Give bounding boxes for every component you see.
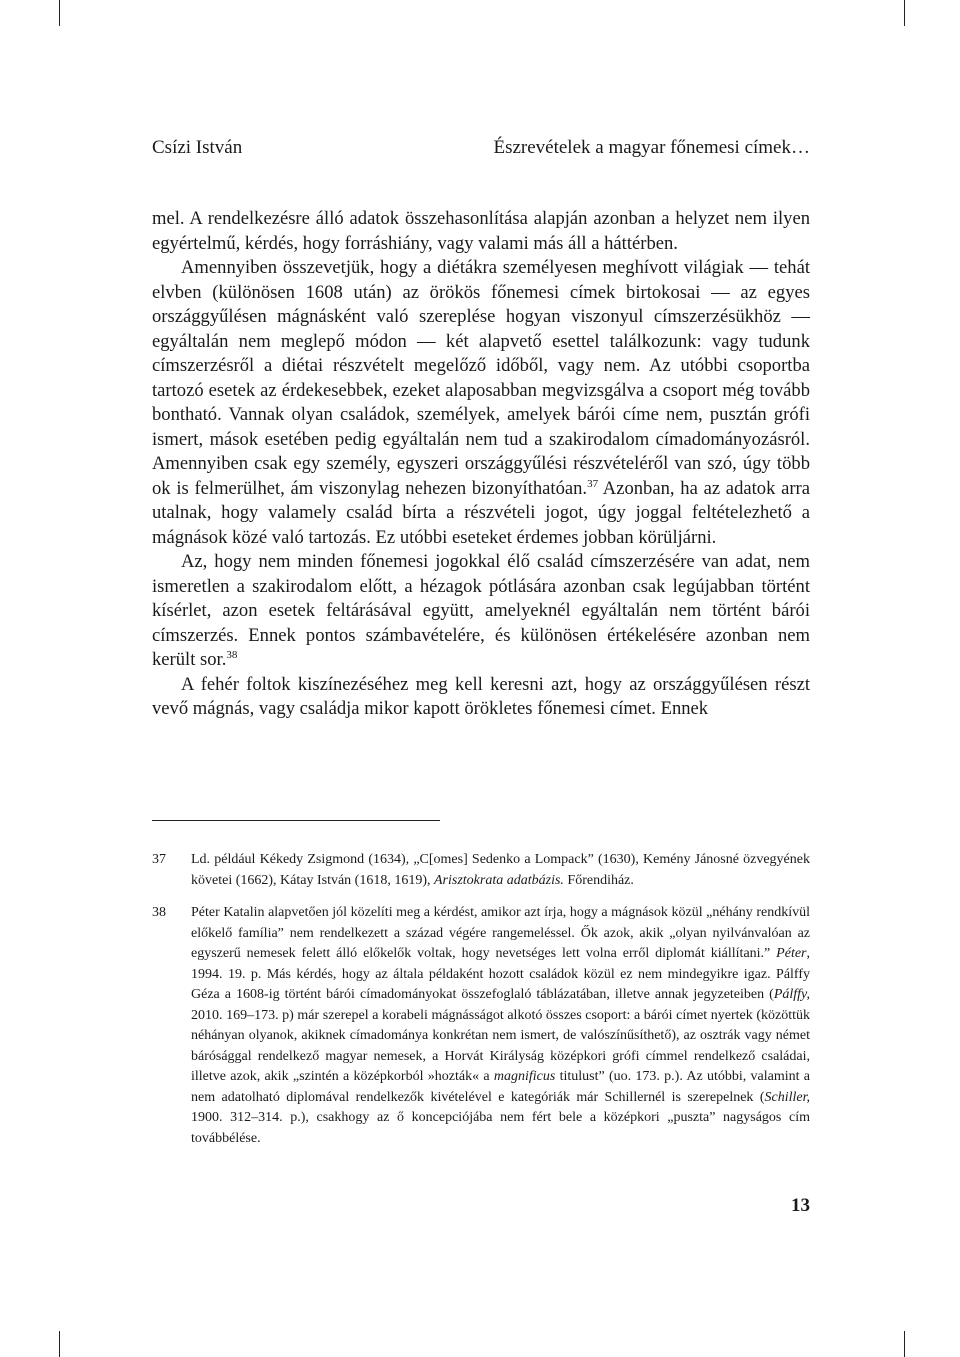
crop-mark-bottom-right	[904, 1331, 905, 1357]
running-head-title: Észrevételek a magyar főnemesi címek…	[493, 137, 810, 158]
footnote-separator	[152, 820, 440, 821]
paragraph-4: A fehér foltok kiszínezéséhez meg kell keresni azt, hogy az országgyűlésen részt vevő mágnás, vagy családja mikor kapott örökletes főnemesi címet. Ennek	[152, 673, 810, 719]
footnotes	[152, 850, 810, 1161]
footnote-ref-38: 38	[226, 649, 238, 661]
footnote-number: 37	[152, 852, 166, 867]
page-number: 13	[791, 1195, 810, 1216]
footnote-italic-run: Schiller,	[764, 1089, 810, 1105]
footnote-text-run: Péter Katalin alapvetően jól közelíti meg a kérdést, amikor azt írja, hogy a mágnások közül „néhány rendkívül előkelő família” nem rendelkezett a század végére rangemeléssel. Ők azok, akik „olyan nyilvánvalóan az egyszerű nemesek felett álló előkelők voltak, hogy nevetséges lett volna erről diplomát kiállítani.”	[191, 905, 810, 961]
paragraph-1: mel. A rendelkezésre álló adatok összehasonlítása alapján azonban a helyzet nem ilyen egyértelmű, kérdés, hogy forráshiány, vagy valami más áll a háttérben.	[152, 208, 810, 254]
paragraph-2-part-a: Amennyiben összevetjük, hogy a diétákra személyesen meghívott világiak — tehát elvben (különösen 1608 után) az örökös főnemesi címek birtokosai — az egyes országgyűlésen mágnásként való szereplése hogyan viszonyul címszerzésükhöz — egyáltalán nem meglepő módon — két alapvető esettel találkozunk: vagy tudunk címszerzésről a diétai részvételt megelőző időből, vagy nem. Az utóbbi csoportba tartozó esetek az érdekesebbek, ezeket alaposabban megvizsgálva a csoport még tovább bontható. Vannak olyan családok, személyek, amelyek bárói címe nem, pusztán grófi ismert, mások esetében pedig egyáltalán nem tud a szakirodalom címadományozásról. Amennyiben csak egy személy, egyszeri országgyűlési részvételéről van szó, úgy több ok is felmerülhet, ám viszonylag nehezen bizonyíthatóan.	[152, 257, 810, 499]
crop-mark-bottom-left	[59, 1331, 60, 1357]
footnote-text	[191, 903, 810, 1149]
footnote-ref-37: 37	[587, 477, 599, 490]
footnote-italic-run: Péter	[776, 946, 807, 961]
footnote-text-run: 2010. 169–173. p) már szerepel a korabeli mágnásságot alkotó összes csoport: a bárói címet nyertek (közöttük néhányan olyanok, akiknek címadománya konkrétan nem ismert, de valószínűsíthető), az osztrák vagy német bárósággal rendelkező magyar nemesek, a Horvát Királyság középkori grófi címmel rendelkező családai, illetve azok, akik „szintén a középkorból »hozták« a	[191, 1007, 810, 1084]
crop-mark-top-left	[59, 0, 60, 26]
footnote-text-run: titulust” (uo. 173. p.). Az utóbbi, valamint a nem adatolható diplomával rendelkezők kivételével e kategóriák már Schillernél is szerepelnek (	[191, 1069, 810, 1105]
body-text	[152, 207, 810, 722]
paragraph-3	[152, 550, 810, 673]
footnote-38	[152, 903, 810, 1149]
paragraph-2	[152, 256, 810, 550]
footnote-number: 38	[152, 905, 166, 920]
footnote-text-run: Ld. például Kékedy Zsigmond (1634), „C[omes] Sedenko a Lompack” (1630), Kemény Jánosné özvegyének követei (1662), Kátay István (1618, 1619),	[191, 852, 810, 888]
running-head-author: Csízi István	[152, 137, 243, 158]
footnote-37	[152, 850, 810, 891]
footnote-text-run: , 1994. 19. p. Más kérdés, hogy az általa példaként hozott családok közül ez nem mindegyikre igaz. Pálffy Géza a 1608-ig történt bárói címadományokat összefoglaló táblázatában, illetve annak jegyzeteiben (	[191, 946, 810, 1002]
running-head	[152, 137, 810, 159]
footnote-text	[191, 850, 810, 891]
crop-mark-top-right	[904, 0, 905, 26]
footnote-italic-run: Arisztokrata adatbázis.	[434, 872, 564, 888]
footnote-text-run: 1900. 312–314. p.), csakhogy az ő koncepciójába nem fért bele a középkori „puszta” nagyságos cím továbbélése.	[191, 1110, 810, 1146]
footnote-italic-run: Pálffy,	[773, 987, 810, 1002]
footnote-text-run: Főrendiház.	[563, 872, 634, 888]
footnote-italic-run: magnificus	[493, 1069, 556, 1084]
paragraph-3-text: Az, hogy nem minden főnemesi jogokkal élő család címszerzésére van adat, nem ismeretlen a szakirodalom előtt, a hézagok pótlására azonban csak legújabban történt kísérlet, azon esetek feltárásával együtt, amelyeknél egyáltalán nem történt bárói címszerzés. Ennek pontos számbavételére, és különösen értékelésére azonban nem került sor.	[152, 551, 810, 670]
paragraph-2-part-b: Azonban, ha az adatok arra utalnak, hogy valamely család bírta a részvételi jogot, úgy joggal feltételezhető a mágnások közé való tartozás. Ez utóbbi eseteket érdemes jobban körüljárni.	[152, 477, 810, 548]
